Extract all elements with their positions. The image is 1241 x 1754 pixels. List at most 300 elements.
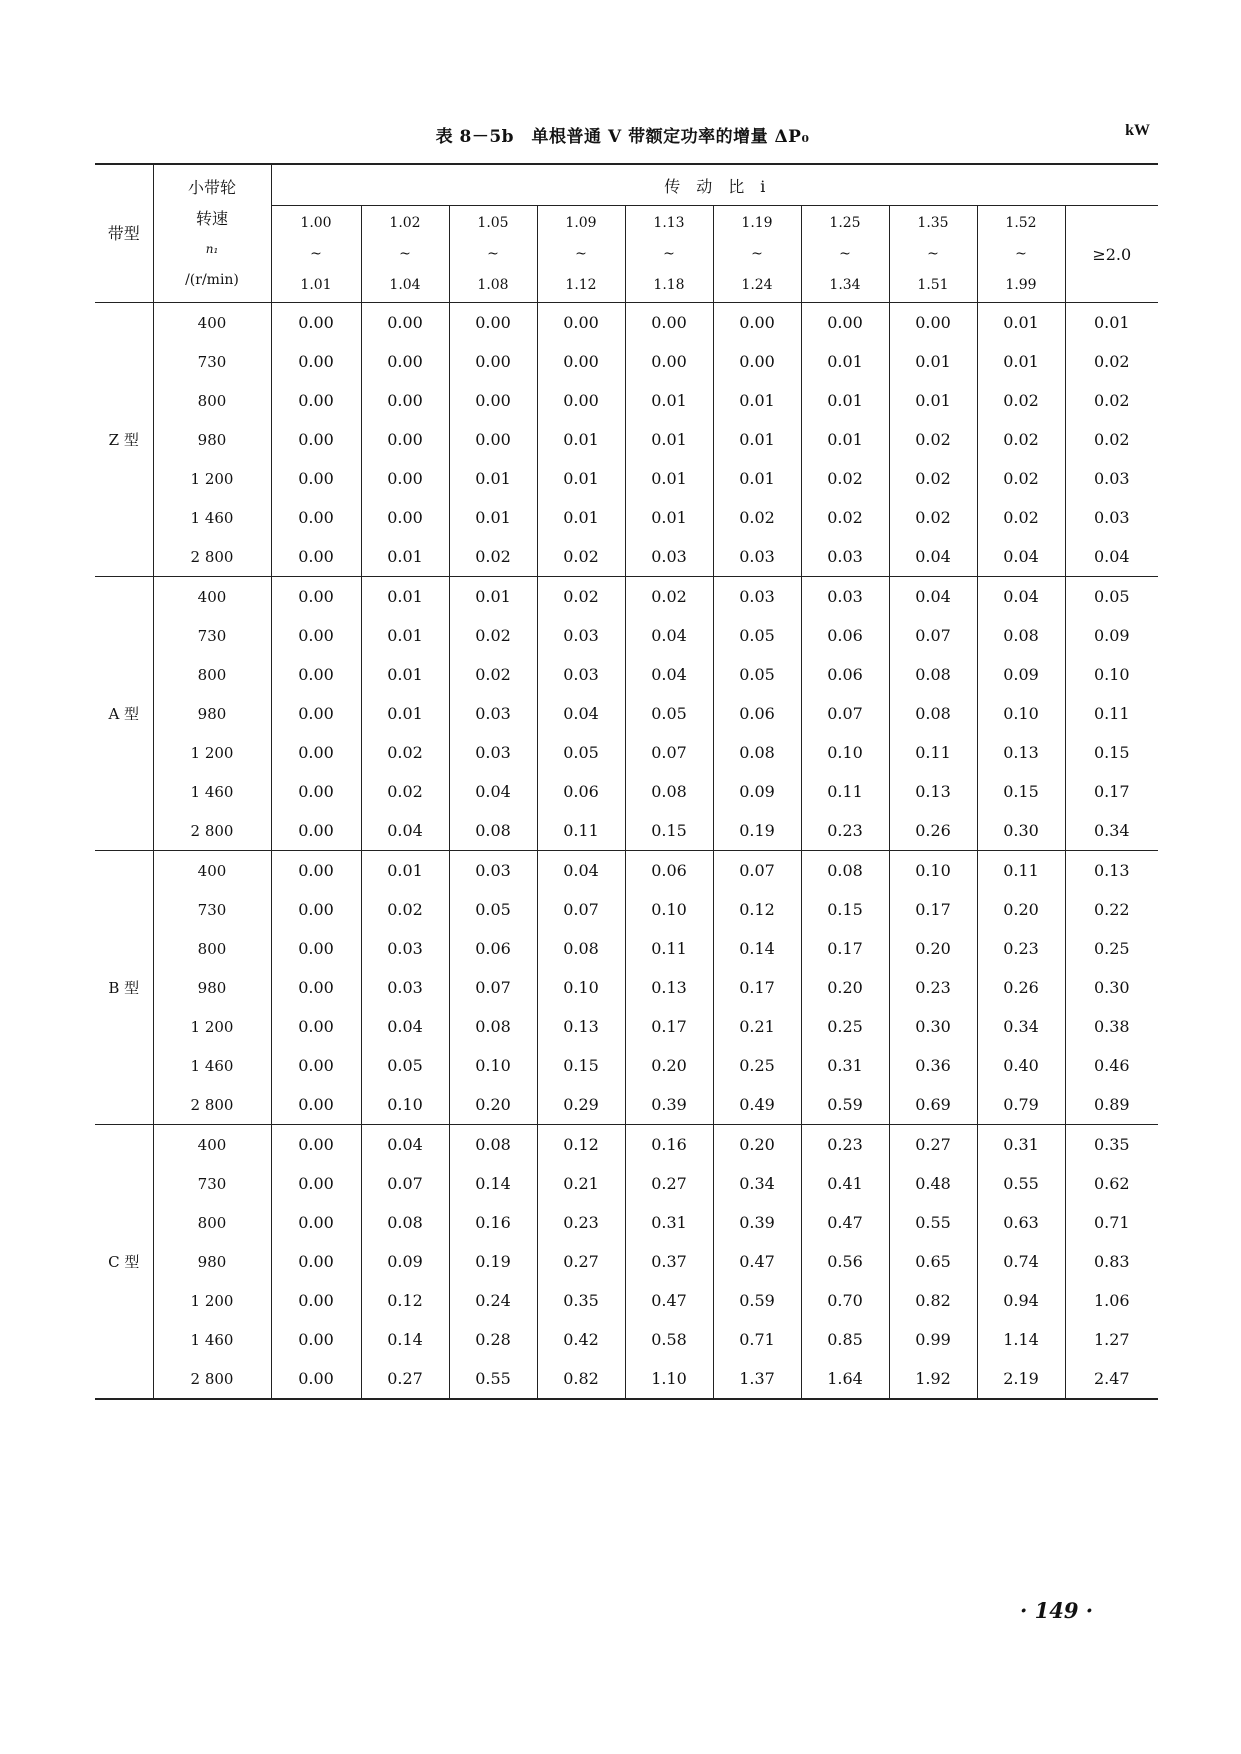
value-cell: 0.38 (1065, 1007, 1158, 1046)
value-cell: 0.69 (889, 1085, 977, 1125)
title-row (95, 122, 1150, 152)
ratio-low: 1.13 (653, 214, 685, 231)
value-cell: 0.14 (713, 929, 801, 968)
value-cell: 0.08 (361, 1203, 449, 1242)
value-cell: 0.03 (449, 733, 537, 772)
speed-header-line-2: 转速 (195, 208, 228, 228)
value-cell: 0.34 (977, 1007, 1065, 1046)
value-cell: 0.02 (625, 577, 713, 617)
value-cell: 0.47 (625, 1281, 713, 1320)
value-cell: 0.14 (449, 1164, 537, 1203)
ratio-range-last: ≥2.0 (1065, 206, 1158, 303)
speed-cell: 800 (153, 929, 271, 968)
speed-cell: 1 200 (153, 1007, 271, 1046)
value-cell: 0.39 (713, 1203, 801, 1242)
value-cell: 0.15 (625, 811, 713, 851)
value-cell: 0.02 (889, 459, 977, 498)
table-row (95, 420, 1158, 459)
value-cell: 0.01 (713, 420, 801, 459)
value-cell: 0.99 (889, 1320, 977, 1359)
value-cell: 0.10 (977, 694, 1065, 733)
speed-cell: 2 800 (153, 811, 271, 851)
value-cell: 0.04 (625, 616, 713, 655)
table-row (95, 929, 1158, 968)
value-cell: 0.02 (537, 537, 625, 577)
value-cell: 0.08 (449, 1007, 537, 1046)
value-cell: 0.55 (889, 1203, 977, 1242)
table-row (95, 342, 1158, 381)
value-cell: 0.00 (271, 537, 361, 577)
value-cell: 0.10 (449, 1046, 537, 1085)
value-cell: 0.05 (537, 733, 625, 772)
ratio-low: 1.09 (565, 214, 597, 231)
value-cell: 0.02 (889, 498, 977, 537)
value-cell: 0.20 (977, 890, 1065, 929)
speed-cell: 730 (153, 342, 271, 381)
speed-cell: 1 460 (153, 1320, 271, 1359)
table-row (95, 577, 1158, 617)
value-cell: 0.25 (801, 1007, 889, 1046)
table-row (95, 851, 1158, 891)
value-cell: 0.00 (271, 1164, 361, 1203)
value-cell: 0.02 (889, 420, 977, 459)
value-cell: 0.39 (625, 1085, 713, 1125)
speed-cell: 400 (153, 303, 271, 343)
value-cell: 0.13 (977, 733, 1065, 772)
value-cell: 0.00 (361, 381, 449, 420)
speed-cell: 980 (153, 694, 271, 733)
value-cell: 0.47 (801, 1203, 889, 1242)
speed-cell: 400 (153, 577, 271, 617)
value-cell: 0.01 (361, 851, 449, 891)
speed-cell: 400 (153, 1125, 271, 1165)
value-cell: 0.07 (713, 851, 801, 891)
value-cell: 0.04 (361, 1007, 449, 1046)
value-cell: 0.28 (449, 1320, 537, 1359)
value-cell: 0.02 (713, 498, 801, 537)
ratio-high: 1.12 (565, 276, 597, 293)
value-cell: 0.00 (449, 342, 537, 381)
speed-cell: 730 (153, 616, 271, 655)
belt-type-cell: B 型 (108, 979, 140, 997)
value-cell: 0.16 (625, 1125, 713, 1165)
value-cell: 0.00 (271, 420, 361, 459)
ratio-sep: ~ (663, 245, 675, 262)
value-cell: 0.01 (361, 577, 449, 617)
value-cell: 0.05 (1065, 577, 1158, 617)
table-row (95, 1007, 1158, 1046)
ratio-low: 1.35 (917, 214, 949, 231)
belt-type-header: 带型 (107, 224, 140, 243)
value-cell: 0.47 (713, 1242, 801, 1281)
value-cell: 0.29 (537, 1085, 625, 1125)
speed-cell: 730 (153, 890, 271, 929)
table-title: 表 8－5b 单根普通 V 带额定功率的增量 ΔP₀ (435, 127, 810, 147)
power-increment-table (95, 163, 1158, 1400)
value-cell: 0.02 (1065, 381, 1158, 420)
value-cell: 0.00 (271, 381, 361, 420)
value-cell: 0.13 (625, 968, 713, 1007)
value-cell: 0.36 (889, 1046, 977, 1085)
table-row (95, 890, 1158, 929)
value-cell: 0.07 (449, 968, 537, 1007)
ratio-range-5 (625, 206, 713, 303)
value-cell: 1.06 (1065, 1281, 1158, 1320)
value-cell: 0.01 (361, 616, 449, 655)
value-cell: 0.00 (271, 655, 361, 694)
ratio-high: 1.99 (1005, 276, 1037, 293)
value-cell: 0.58 (625, 1320, 713, 1359)
value-cell: 0.00 (271, 1085, 361, 1125)
value-cell: 0.15 (1065, 733, 1158, 772)
value-cell: 0.08 (977, 616, 1065, 655)
value-cell: 0.00 (361, 342, 449, 381)
value-cell: 0.23 (889, 968, 977, 1007)
ratio-range-6 (713, 206, 801, 303)
table-row (95, 772, 1158, 811)
value-cell: 0.03 (361, 968, 449, 1007)
table-row (95, 733, 1158, 772)
value-cell: 0.05 (361, 1046, 449, 1085)
value-cell: 0.02 (449, 537, 537, 577)
value-cell: 0.06 (449, 929, 537, 968)
value-cell: 0.02 (977, 498, 1065, 537)
value-cell: 0.11 (889, 733, 977, 772)
value-cell: 0.00 (271, 577, 361, 617)
value-cell: 0.00 (271, 1320, 361, 1359)
value-cell: 0.00 (625, 303, 713, 343)
ratio-sep: ~ (487, 245, 499, 262)
value-cell: 0.02 (537, 577, 625, 617)
value-cell: 0.85 (801, 1320, 889, 1359)
value-cell: 0.62 (1065, 1164, 1158, 1203)
ratio-low: 1.05 (477, 214, 509, 231)
value-cell: 0.02 (361, 772, 449, 811)
ratio-low: 1.52 (1005, 214, 1037, 231)
speed-cell: 980 (153, 968, 271, 1007)
value-cell: 1.10 (625, 1359, 713, 1399)
ratio-sep: ~ (751, 245, 763, 262)
value-cell: 0.03 (449, 851, 537, 891)
value-cell: 0.01 (801, 342, 889, 381)
value-cell: 0.00 (271, 1281, 361, 1320)
value-cell: 0.02 (361, 733, 449, 772)
value-cell: 0.13 (889, 772, 977, 811)
ratio-low: 1.25 (829, 214, 861, 231)
value-cell: 0.23 (537, 1203, 625, 1242)
value-cell: 0.04 (361, 811, 449, 851)
value-cell: 0.00 (361, 303, 449, 343)
value-cell: 0.23 (977, 929, 1065, 968)
speed-cell: 1 200 (153, 1281, 271, 1320)
speed-cell: 2 800 (153, 537, 271, 577)
value-cell: 0.01 (449, 459, 537, 498)
value-cell: 0.27 (537, 1242, 625, 1281)
value-cell: 0.00 (271, 694, 361, 733)
ratio-low: 1.02 (389, 214, 421, 231)
value-cell: 0.01 (977, 342, 1065, 381)
value-cell: 0.17 (713, 968, 801, 1007)
value-cell: 0.00 (271, 303, 361, 343)
value-cell: 0.00 (713, 303, 801, 343)
value-cell: 0.40 (977, 1046, 1065, 1085)
value-cell: 0.82 (889, 1281, 977, 1320)
table-row (95, 655, 1158, 694)
value-cell: 0.31 (625, 1203, 713, 1242)
value-cell: 1.64 (801, 1359, 889, 1399)
table-row (95, 459, 1158, 498)
value-cell: 0.35 (1065, 1125, 1158, 1165)
value-cell: 0.00 (271, 1046, 361, 1085)
value-cell: 0.00 (271, 929, 361, 968)
table-body (95, 303, 1158, 1400)
value-cell: 0.42 (537, 1320, 625, 1359)
value-cell: 0.55 (449, 1359, 537, 1399)
ratio-low: 1.19 (741, 214, 773, 231)
value-cell: 0.20 (713, 1125, 801, 1165)
value-cell: 0.00 (537, 303, 625, 343)
value-cell: 0.02 (449, 616, 537, 655)
value-cell: 0.94 (977, 1281, 1065, 1320)
ratio-low: 1.00 (300, 214, 332, 231)
speed-cell: 800 (153, 381, 271, 420)
value-cell: 0.02 (801, 498, 889, 537)
value-cell: 0.07 (625, 733, 713, 772)
speed-cell: 400 (153, 851, 271, 891)
value-cell: 0.02 (801, 459, 889, 498)
value-cell: 0.08 (449, 1125, 537, 1165)
value-cell: 0.31 (977, 1125, 1065, 1165)
value-cell: 0.00 (271, 1203, 361, 1242)
table-row (95, 1164, 1158, 1203)
value-cell: 0.01 (801, 381, 889, 420)
value-cell: 2.19 (977, 1359, 1065, 1399)
value-cell: 0.01 (361, 537, 449, 577)
ratio-range-7 (801, 206, 889, 303)
value-cell: 0.01 (449, 498, 537, 537)
value-cell: 0.04 (361, 1125, 449, 1165)
value-cell: 0.05 (713, 655, 801, 694)
unit-label: kW (1125, 122, 1150, 139)
ratio-high: 1.34 (829, 276, 861, 293)
value-cell: 0.71 (713, 1320, 801, 1359)
ratio-high: 1.04 (389, 276, 421, 293)
table-header (95, 164, 1158, 303)
value-cell: 0.46 (1065, 1046, 1158, 1085)
ratio-high: 1.24 (741, 276, 773, 293)
value-cell: 0.00 (713, 342, 801, 381)
value-cell: 0.27 (889, 1125, 977, 1165)
value-cell: 0.82 (537, 1359, 625, 1399)
table-row (95, 811, 1158, 851)
value-cell: 0.20 (449, 1085, 537, 1125)
ratio-sep: ~ (1015, 245, 1027, 262)
value-cell: 0.03 (713, 537, 801, 577)
ratio-range-1 (271, 206, 361, 303)
speed-cell: 1 460 (153, 498, 271, 537)
value-cell: 0.05 (449, 890, 537, 929)
value-cell: 0.01 (977, 303, 1065, 343)
value-cell: 0.34 (1065, 811, 1158, 851)
value-cell: 0.79 (977, 1085, 1065, 1125)
value-cell: 0.00 (449, 420, 537, 459)
value-cell: 0.03 (801, 577, 889, 617)
value-cell: 0.00 (271, 1359, 361, 1399)
table-row (95, 1085, 1158, 1125)
value-cell: 0.06 (713, 694, 801, 733)
speed-header-line-4: /(r/min) (185, 271, 239, 288)
speed-header (153, 164, 271, 303)
speed-cell: 1 460 (153, 1046, 271, 1085)
value-cell: 0.08 (625, 772, 713, 811)
value-cell: 0.03 (537, 616, 625, 655)
value-cell: 0.00 (449, 303, 537, 343)
value-cell: 0.03 (801, 537, 889, 577)
value-cell: 0.01 (625, 381, 713, 420)
ratio-range-8 (889, 206, 977, 303)
speed-cell: 980 (153, 1242, 271, 1281)
table-row (95, 1359, 1158, 1399)
value-cell: 0.00 (625, 342, 713, 381)
value-cell: 0.00 (271, 811, 361, 851)
speed-cell: 2 800 (153, 1085, 271, 1125)
speed-cell: 1 200 (153, 459, 271, 498)
value-cell: 0.07 (801, 694, 889, 733)
value-cell: 0.04 (1065, 537, 1158, 577)
value-cell: 0.26 (977, 968, 1065, 1007)
value-cell: 0.09 (361, 1242, 449, 1281)
value-cell: 0.41 (801, 1164, 889, 1203)
value-cell: 0.83 (1065, 1242, 1158, 1281)
ratio-sep: ~ (927, 245, 939, 262)
value-cell: 0.03 (1065, 459, 1158, 498)
speed-header-line-3: n₁ (205, 241, 219, 256)
value-cell: 0.02 (361, 890, 449, 929)
table-row (95, 1125, 1158, 1165)
value-cell: 0.06 (625, 851, 713, 891)
value-cell: 0.01 (801, 420, 889, 459)
ratio-sep: ~ (399, 245, 411, 262)
ratio-high: 1.08 (477, 276, 509, 293)
value-cell: 0.11 (801, 772, 889, 811)
speed-cell: 1 460 (153, 772, 271, 811)
value-cell: 0.02 (449, 655, 537, 694)
value-cell: 0.01 (537, 459, 625, 498)
value-cell: 0.03 (361, 929, 449, 968)
value-cell: 1.37 (713, 1359, 801, 1399)
value-cell: 0.03 (537, 655, 625, 694)
table-row (95, 1046, 1158, 1085)
value-cell: 1.27 (1065, 1320, 1158, 1359)
value-cell: 0.10 (537, 968, 625, 1007)
value-cell: 0.04 (889, 577, 977, 617)
value-cell: 0.01 (889, 381, 977, 420)
table-row (95, 1281, 1158, 1320)
value-cell: 0.01 (889, 342, 977, 381)
value-cell: 0.27 (625, 1164, 713, 1203)
value-cell: 0.15 (537, 1046, 625, 1085)
value-cell: 0.23 (801, 1125, 889, 1165)
value-cell: 0.01 (361, 655, 449, 694)
belt-type-cell: C 型 (95, 1125, 153, 1400)
table-row (95, 381, 1158, 420)
value-cell: 0.03 (1065, 498, 1158, 537)
value-cell: 0.04 (889, 537, 977, 577)
ratio-title: 传 动 比 i (271, 164, 1158, 206)
value-cell: 0.22 (1065, 890, 1158, 929)
value-cell: 0.09 (1065, 616, 1158, 655)
value-cell: 0.03 (625, 537, 713, 577)
value-cell: 0.00 (361, 498, 449, 537)
ratio-high: 1.01 (300, 276, 332, 293)
value-cell: 0.10 (801, 733, 889, 772)
value-cell: 0.71 (1065, 1203, 1158, 1242)
value-cell: 0.08 (449, 811, 537, 851)
table-row (95, 616, 1158, 655)
value-cell: 1.92 (889, 1359, 977, 1399)
value-cell: 0.00 (271, 1242, 361, 1281)
value-cell: 0.00 (801, 303, 889, 343)
value-cell: 0.74 (977, 1242, 1065, 1281)
value-cell: 0.02 (1065, 342, 1158, 381)
value-cell: 0.17 (889, 890, 977, 929)
value-cell: 0.09 (713, 772, 801, 811)
value-cell: 0.01 (625, 459, 713, 498)
value-cell: 0.04 (625, 655, 713, 694)
value-cell: 0.02 (977, 459, 1065, 498)
value-cell: 0.59 (713, 1281, 801, 1320)
value-cell: 0.09 (977, 655, 1065, 694)
value-cell: 0.00 (271, 616, 361, 655)
value-cell: 0.06 (537, 772, 625, 811)
value-cell: 0.00 (271, 851, 361, 891)
ratio-sep: ~ (575, 245, 587, 262)
value-cell: 0.35 (537, 1281, 625, 1320)
value-cell: 1.14 (977, 1320, 1065, 1359)
value-cell: 0.30 (889, 1007, 977, 1046)
value-cell: 0.01 (537, 498, 625, 537)
belt-type-cell: A 型 (108, 705, 140, 723)
value-cell: 0.08 (713, 733, 801, 772)
value-cell: 0.07 (889, 616, 977, 655)
value-cell: 0.01 (713, 381, 801, 420)
value-cell: 0.00 (271, 459, 361, 498)
value-cell: 0.04 (977, 577, 1065, 617)
value-cell: 0.26 (889, 811, 977, 851)
value-cell: 0.27 (361, 1359, 449, 1399)
value-cell: 0.49 (713, 1085, 801, 1125)
value-cell: 0.11 (977, 851, 1065, 891)
speed-cell: 2 800 (153, 1359, 271, 1399)
value-cell: 0.25 (1065, 929, 1158, 968)
value-cell: 0.15 (801, 890, 889, 929)
belt-type-cell: Z 型 (108, 431, 139, 449)
table-row (95, 694, 1158, 733)
value-cell: 0.30 (1065, 968, 1158, 1007)
value-cell: 0.11 (1065, 694, 1158, 733)
speed-cell: 800 (153, 655, 271, 694)
value-cell: 0.00 (271, 1007, 361, 1046)
value-cell: 0.55 (977, 1164, 1065, 1203)
ratio-range-9 (977, 206, 1065, 303)
value-cell: 0.30 (977, 811, 1065, 851)
value-cell: 0.04 (977, 537, 1065, 577)
value-cell: 0.20 (889, 929, 977, 968)
value-cell: 0.08 (537, 929, 625, 968)
value-cell: 0.31 (801, 1046, 889, 1085)
value-cell: 0.01 (625, 498, 713, 537)
value-cell: 0.04 (537, 694, 625, 733)
